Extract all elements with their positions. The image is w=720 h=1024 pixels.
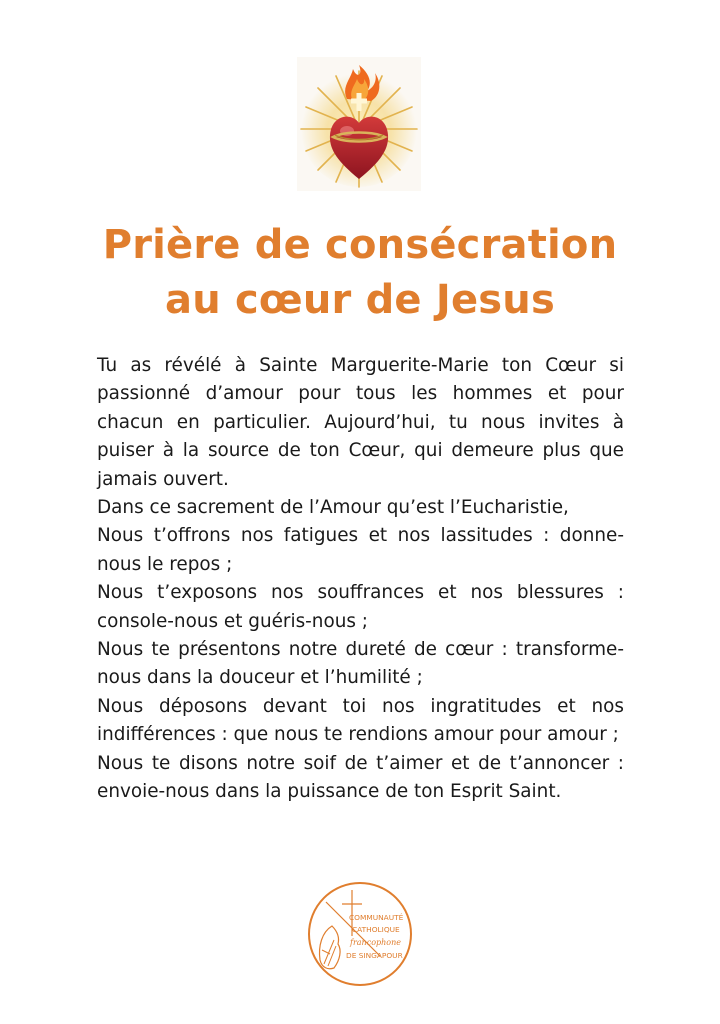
seal-line-3: francophone: [350, 938, 401, 947]
seal-line-2: CATHOLIQUE: [352, 925, 400, 934]
prayer-text: [97, 352, 624, 807]
community-seal-icon: [306, 880, 414, 988]
seal-line-1: COMMUNAUTÉ: [349, 913, 404, 922]
prayer-paragraph: Nous te présentons notre dureté de cœur : transforme-nous dans la douceur et l’humilité ;: [97, 639, 624, 689]
prayer-paragraph: Nous déposons devant toi nos ingratitudes et nos indifférences : que nous te rendions amour pour amour ;: [97, 695, 624, 746]
title-line-1: Prière de consécration: [102, 222, 618, 268]
prayer-paragraph: Dans ce sacrement de l’Amour qu’est l’Eucharistie,: [97, 497, 569, 519]
sacred-heart-icon: [297, 57, 421, 191]
prayer-paragraph: Nous t’exposons nos souffrances et nos blessures : console-nous et guéris-nous ;: [97, 582, 624, 632]
seal-line-4: DE SINGAPOUR: [346, 951, 403, 960]
title-line-2: au cœur de Jesus: [165, 277, 555, 323]
page-title: [0, 218, 720, 328]
prayer-paragraph: Tu as révélé à Sainte Marguerite-Marie ton Cœur si passionné d’amour pour tous les hommes et pour chacun en particulier. Aujourd’hui, tu nous invites à puiser à la source de ton Cœur, qui demeure plus que jamais ouvert.: [97, 355, 624, 490]
prayer-paragraph: Nous te disons notre soif de t’aimer et de t’annoncer : envoie-nous dans la puissance de ton Esprit Saint.: [97, 752, 624, 803]
prayer-paragraph: Nous t’offrons nos fatigues et nos lassitudes : donne-nous le repos ;: [97, 525, 624, 575]
